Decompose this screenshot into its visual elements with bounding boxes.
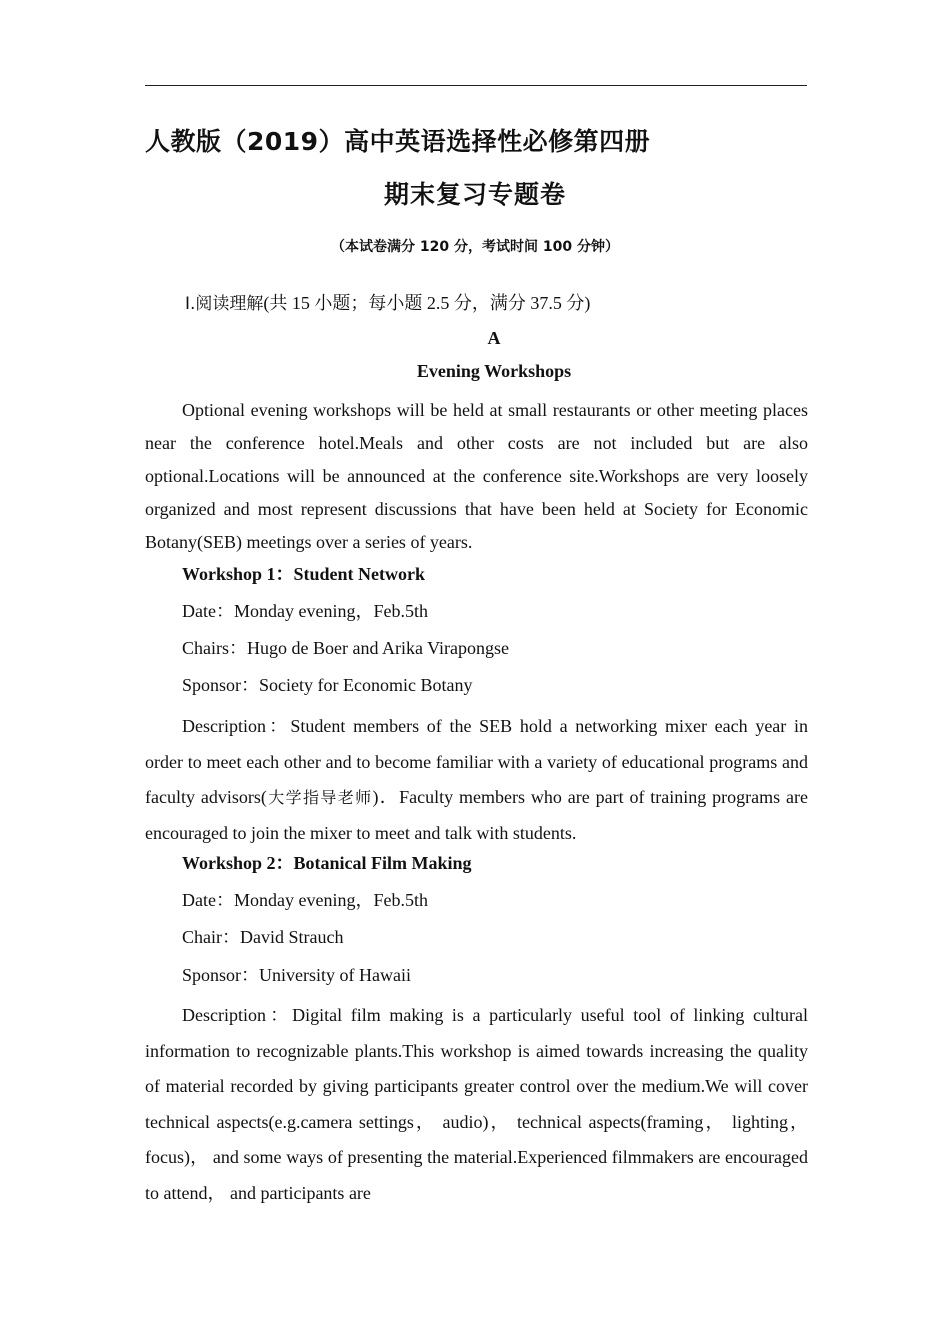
header-rule [145,85,807,86]
workshop2-description [145,998,808,1211]
section-detail: (共 15 小题；每小题 2.5 分，满分 37.5 分) [263,293,591,313]
workshop1-description [145,709,808,851]
workshop1-chairs: Chairs：Hugo de Boer and Arika Virapongse [182,638,510,658]
workshop2-sponsor: Sponsor：University of Hawaii [182,965,411,985]
workshop2-desc-text: Description：Digital film making is a particularly useful tool of linking cultural information to recognizable plants.This workshop is aimed towards increasing the quality of material recorded by giving participants greater control over the medium.We will cover technical aspects(e.g.camera settings， audio)， technical aspects(framing， lighting， focus)， and some ways of presenting the material.Experienced filmmakers are encouraged to attend， and participants are [145,1005,808,1203]
intro-paragraph [145,394,808,559]
workshop1-desc-cn: 大学指导老师 [266,788,373,807]
workshop1-sponsor: Sponsor：Society for Economic Botany [182,675,473,695]
workshop2-chair: Chair：David Strauch [182,927,344,947]
exam-info: （本试卷满分 120 分，考试时间 100 分钟） [331,239,619,255]
workshop1-title: Workshop 1：Student Network [182,564,426,584]
page-title: 人教版（2019）高中英语选择性必修第四册 [145,127,651,156]
passage-heading: Evening Workshops [416,361,572,381]
workshop1-desc-before: Description：Student members of the SEB hold a networking mixer each year in order to meet each other and to become familiar with a variety of educational programs and faculty advisors( [145,716,808,807]
section-heading [185,289,590,315]
workshop1-date: Date：Monday evening，Feb.5th [182,601,428,621]
passage-letter: A [487,328,501,348]
workshop2-date: Date：Monday evening，Feb.5th [182,890,428,910]
intro-text: Optional evening workshops will be held at small restaurants or other meeting places near the conference hotel.Meals and other costs are not included but are also optional.Locations will be announced at the conference site.Workshops are very loosely organized and most represent discussions that have been held at Society for Economic Botany(SEB) meetings over a series of years. [145,400,808,552]
workshop2-title: Workshop 2：Botanical Film Making [182,853,472,873]
workshop1-desc-after: )．Faculty members who are part of training programs are encouraged to join the mixer to meet and talk with students. [145,787,808,843]
section-prefix: Ⅰ.阅读理解 [185,294,264,314]
page-subtitle-title: 期末复习专题卷 [383,180,566,209]
